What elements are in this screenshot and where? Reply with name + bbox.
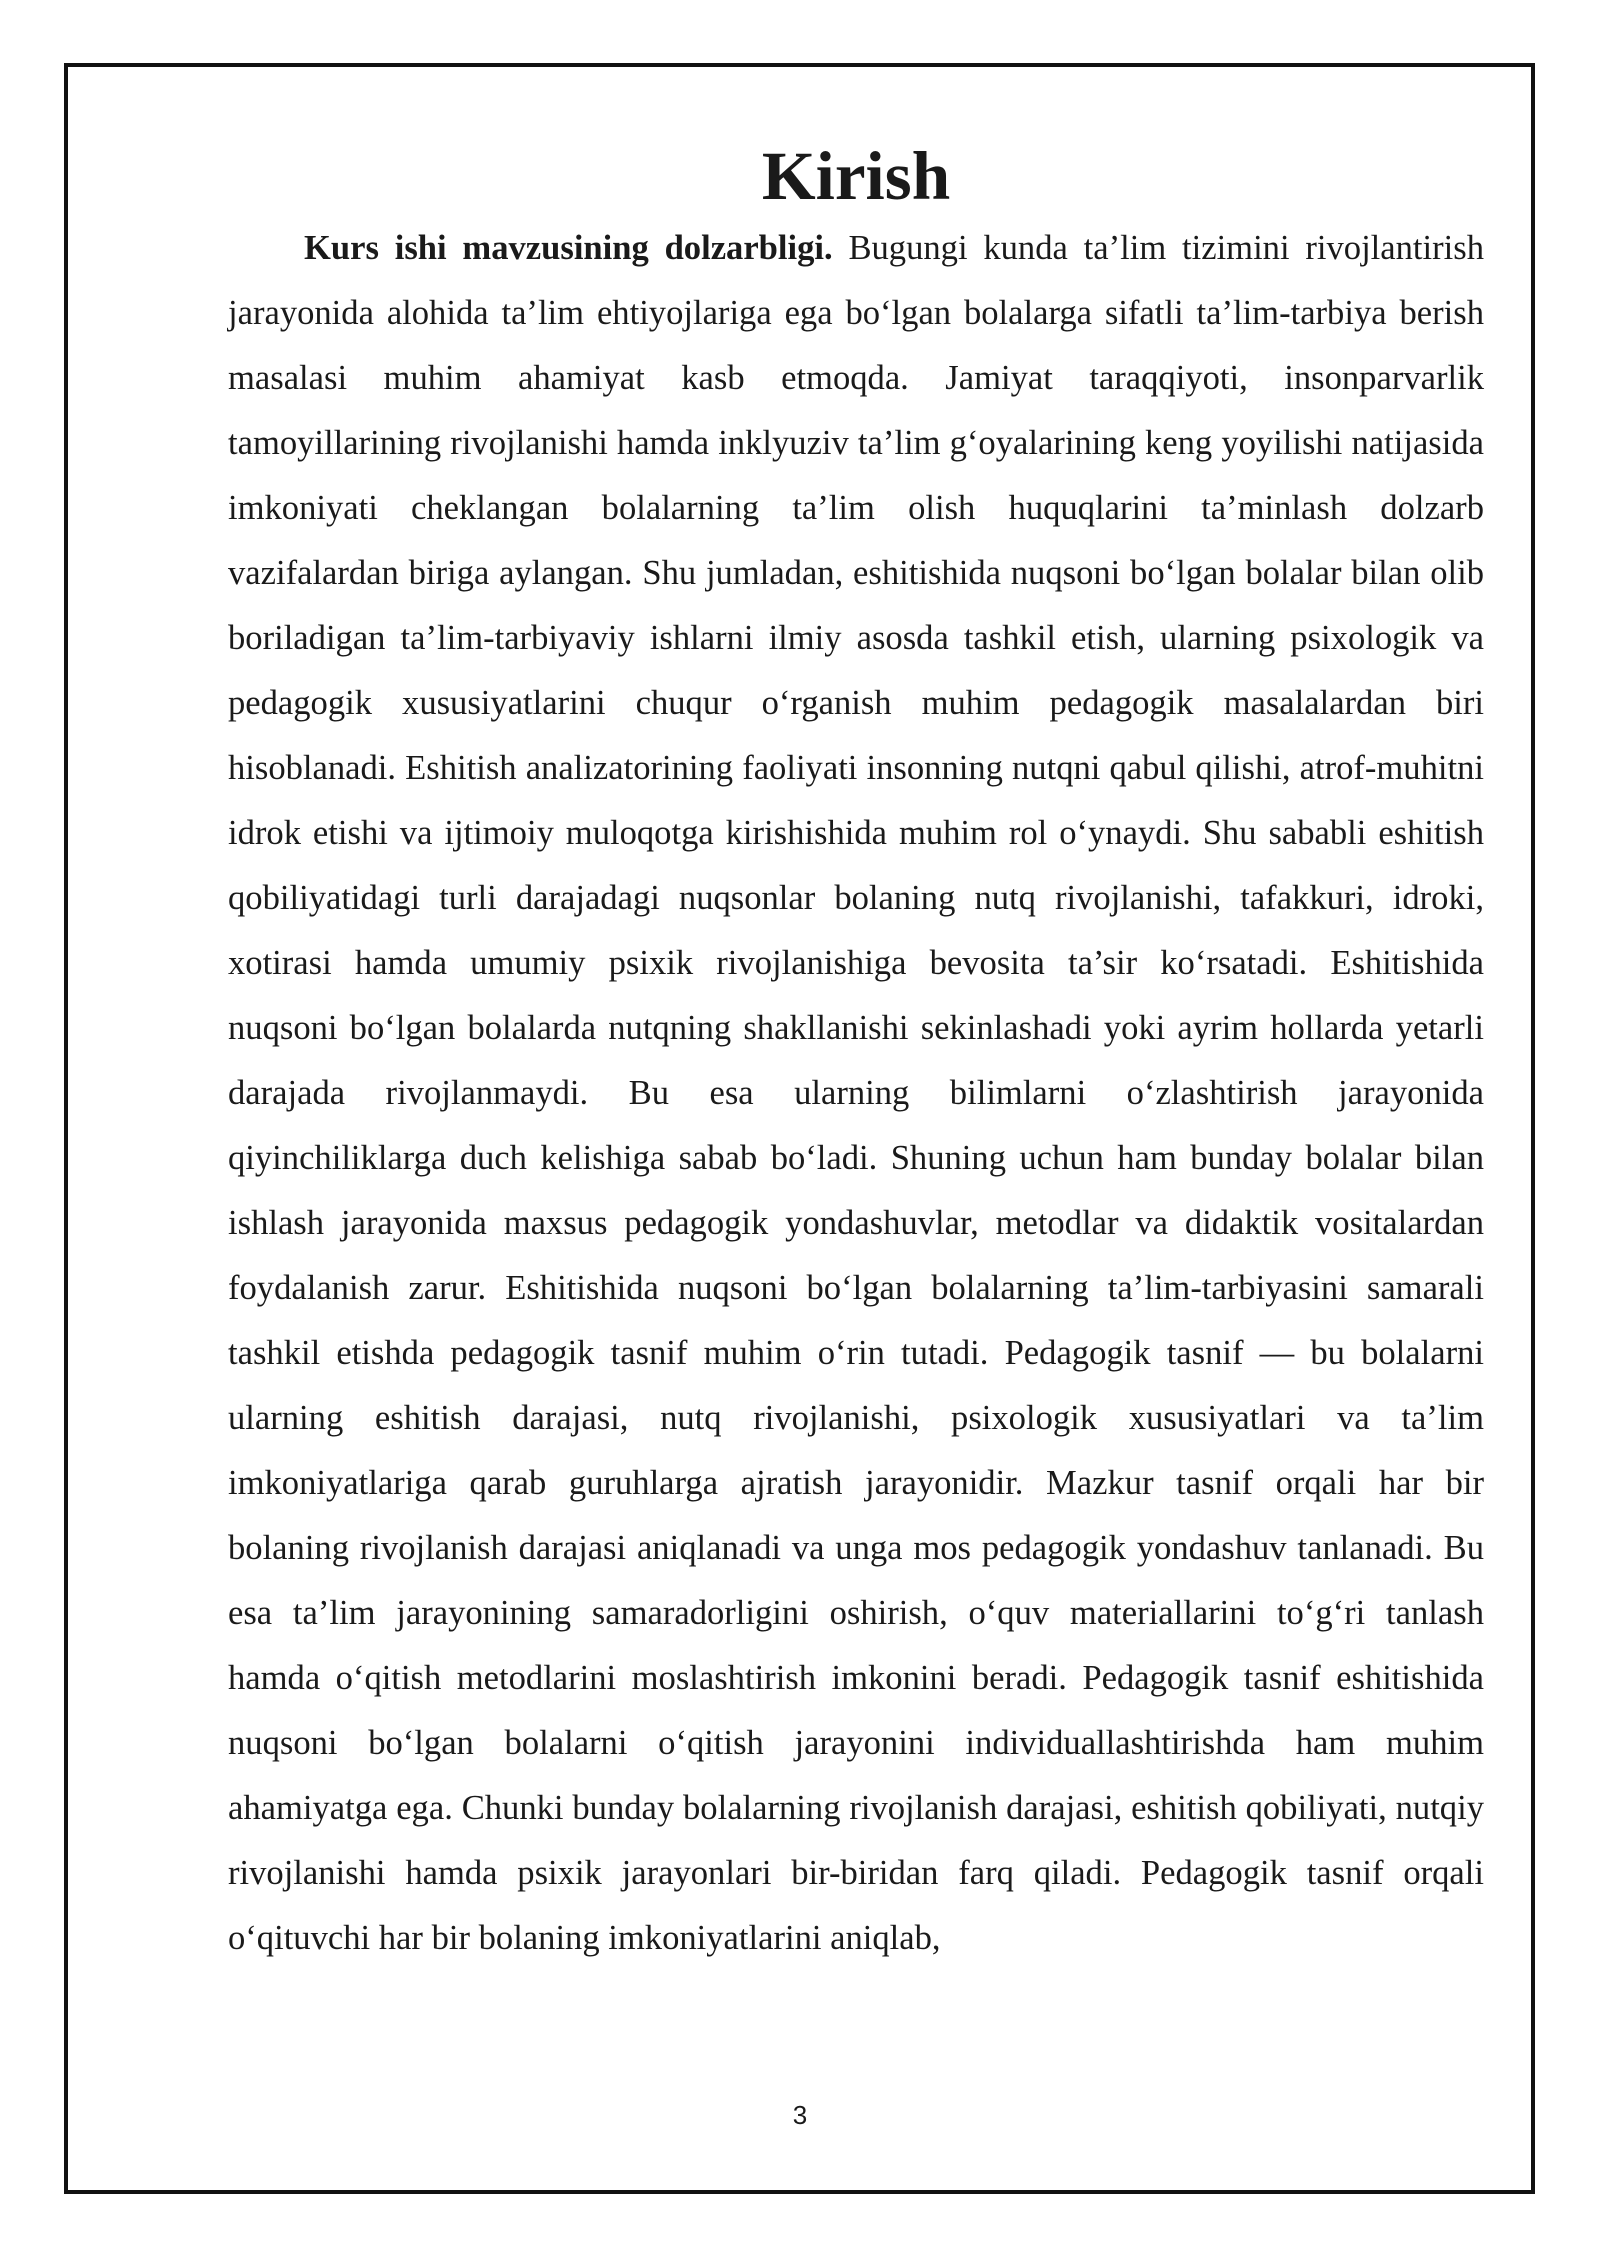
page-number: 3 — [792, 2100, 808, 2130]
page-title: Kirish — [761, 137, 951, 214]
paragraph-lead: Kurs ishi mavzusining dolzarbligi. — [304, 229, 833, 267]
document-body — [228, 136, 1484, 1971]
body-paragraph — [228, 216, 1484, 1971]
paragraph-text: Bugungi kunda ta’lim tizimini rivojlantirish jarayonida alohida ta’lim ehtiyojlariga ega bo‘lgan bolalarga sifatli ta’lim-tarbiya berish masalasi muhim ahamiyat kasb etmoqda. Jamiyat taraqqiyoti, insonparvarlik tamoyillarining rivojlanishi hamda inklyuziv ta’lim g‘oyalarining keng yoyilishi natijasida imkoniyati cheklangan bolalarning ta’lim olish huquqlarini ta’minlash dolzarb vazifalardan biriga aylangan. Shu jumladan, eshitishida nuqsoni bo‘lgan bolalar bilan olib boriladigan ta’lim-tarbiyaviy ishlarni ilmiy asosda tashkil etish, ularning psixologik va pedagogik xususiyatlarini chuqur o‘rganish muhim pedagogik masalalardan biri hisoblanadi. Eshitish analizatorining faoliyati insonning nutqni qabul qilishi, atrof-muhitni idrok etishi va ijtimoiy muloqotga kirishishida muhim rol o‘ynaydi. Shu sababli eshitish qobiliyatidagi turli darajadagi nuqsonlar bolaning nutq rivojlanishi, tafakkuri, idroki, xotirasi hamda umumiy psixik rivojlanishiga bevosita ta’sir ko‘rsatadi. Eshitishida nuqsoni bo‘lgan bolalarda nutqning shakllanishi sekinlashadi yoki ayrim hollarda yetarli darajada rivojlanmaydi. Bu esa ularning bilimlarni o‘zlashtirish jarayonida qiyinchiliklarga duch kelishiga sabab bo‘ladi. Shuning uchun ham bunday bolalar bilan ishlash jarayonida maxsus pedagogik yondashuvlar, metodlar va didaktik vositalardan foydalanish zarur. Eshitishida nuqsoni bo‘lgan bolalarning ta’lim-tarbiyasini samarali tashkil etishda pedagogik tasnif muhim o‘rin tutadi. Pedagogik tasnif — bu bolalarni ularning eshitish darajasi, nutq rivojlanishi, psixologik xususiyatlari va ta’lim imkoniyatlariga qarab guruhlarga ajratish jarayonidir. Mazkur tasnif orqali har bir bolaning rivojlanish darajasi aniqlanadi va unga mos pedagogik yondashuv tanlanadi. Bu esa ta’lim jarayonining samaradorligini oshirish, o‘quv materiallarini to‘g‘ri tanlash hamda o‘qitish metodlarini moslashtirish imkonini beradi. Pedagogik tasnif eshitishida nuqsoni bo‘lgan bolalarni o‘qitish jarayonini individuallashtirishda ham muhim ahamiyatga ega. Chunki bunday bolalarning rivojlanish darajasi, eshitish qobiliyati, nutqiy rivojlanishi hamda psixik jarayonlari bir-biridan farq qiladi. Pedagogik tasnif orqali o‘qituvchi har bir bolaning imkoniyatlarini aniqlab, — [228, 229, 1484, 1957]
